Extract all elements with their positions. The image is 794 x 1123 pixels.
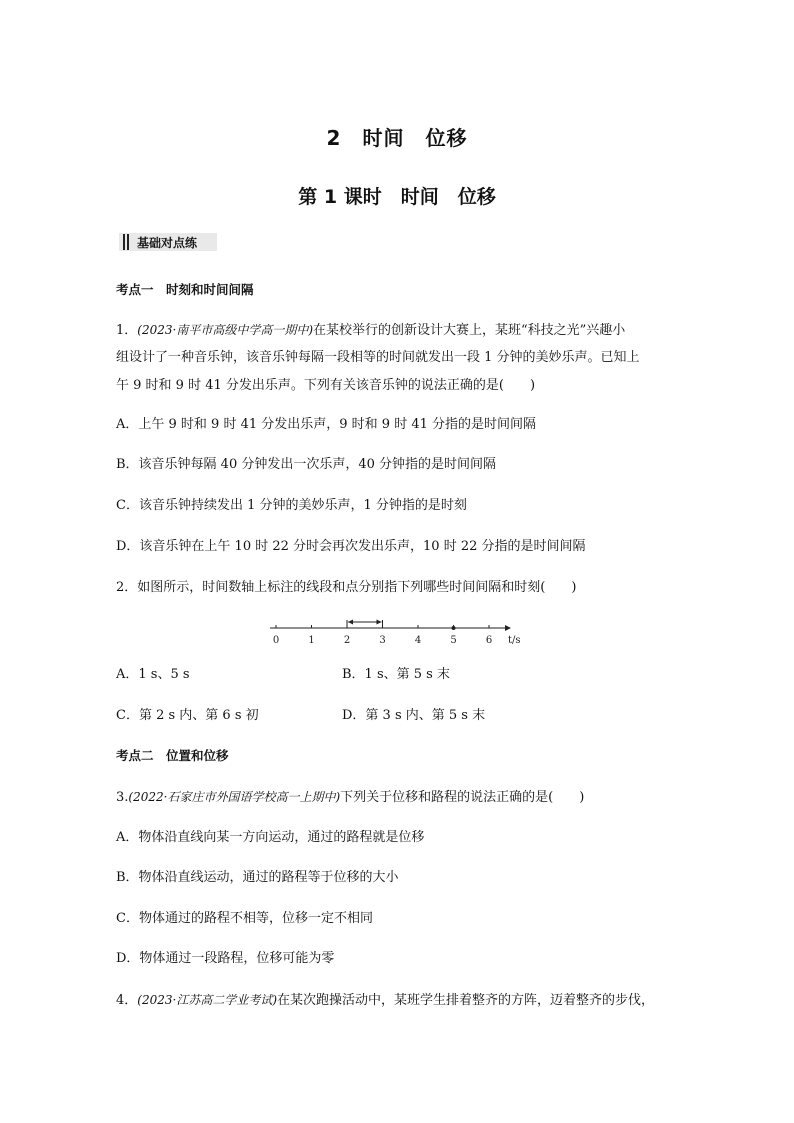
axis-point-marker [452,626,456,630]
axis-tick-label: 6 [485,635,493,646]
q1-option-b: B．该音乐钟每隔 40 分钟发出一次乐声，40 分钟指的是时间间隔 [116,457,497,472]
q1-option-c: C．该音乐钟持续发出 1 分钟的美妙乐声，1 分钟指的是时刻 [116,498,467,513]
q3-option-a: A．物体沿直线向某一方向运动，通过的路程就是位移 [116,830,425,845]
q3-line-1 [116,788,584,807]
q3-source: (2022·石家庄市外国语学校高一上期中) [128,790,341,804]
q1-option-a: A．上午 9 时和 9 时 41 分发出乐声，9 时和 9 时 41 分指的是时间间隔 [116,417,537,432]
q3-option-b: B．物体沿直线运动，通过的路程等于位移的大小 [116,870,399,885]
section-label-text: 基础对点练 [137,235,198,250]
q1-line-2: 组设计了一种音乐钟，该音乐钟每隔一段相等的时间就发出一段 1 分钟的美妙乐声。已知上 [116,350,640,365]
q2-option-a: A．1 s、5 s [116,667,190,682]
q1-number: 1． [116,323,138,338]
q3-number: 3. [116,790,129,805]
lesson-title: 第 1 课时 时间 位移 [298,186,496,208]
axis-tick-label: 4 [414,635,422,646]
q2-stem: 2．如图所示，时间数轴上标注的线段和点分别指下列哪些时间间隔和时刻( ) [116,580,577,595]
q1-line-1 [116,321,625,340]
q1-option-d: D．该音乐钟在上午 10 时 22 分时会再次发出乐声，10 时 22 分指的是时间间隔 [116,539,586,554]
q3-stem: 下列关于位移和路程的说法正确的是( ) [340,790,585,805]
q1-line-3: 午 9 时和 9 时 41 分发出乐声。下列有关该音乐钟的说法正确的是( ) [116,378,536,393]
time-axis-figure [262,614,542,648]
q3-option-c: C．物体通过的路程不相等，位移一定不相同 [116,911,373,926]
q4-line-1 [116,991,654,1010]
axis-unit-label: t/s [508,635,521,646]
axis-tick-label: 3 [379,635,386,646]
q3-option-d: D．物体通过一段路程，位移可能为零 [116,951,335,966]
q2-option-d: D．第 3 s 内、第 5 s 末 [342,708,486,723]
q4-stem: 在某次跑操活动中，某班学生排着整齐的方阵，迈着整齐的步伐， [277,993,655,1008]
axis-tick-label: 1 [308,635,315,646]
q4-source: (2023·江苏高二学业考试) [137,993,277,1007]
q1-stem-1: 在某校举行的创新设计大赛上，某班“科技之光”兴趣小 [313,323,626,338]
axis-tick-label: 0 [272,635,280,646]
axis-tick-label: 5 [450,635,457,646]
section-label [119,233,217,251]
axis-tick-label: 2 [343,635,351,646]
knowledge-point-2: 考点二 位置和位移 [116,748,229,763]
q2-option-b: B．1 s、第 5 s 末 [342,667,450,682]
q2-option-c: C．第 2 s 内、第 6 s 初 [116,708,259,723]
q1-source: (2023·南平市高级中学高一期中) [137,323,313,337]
knowledge-point-1: 考点一 时刻和时间间隔 [116,282,254,297]
chapter-title: 2 时间 位移 [326,126,468,150]
q4-number: 4． [116,993,138,1008]
